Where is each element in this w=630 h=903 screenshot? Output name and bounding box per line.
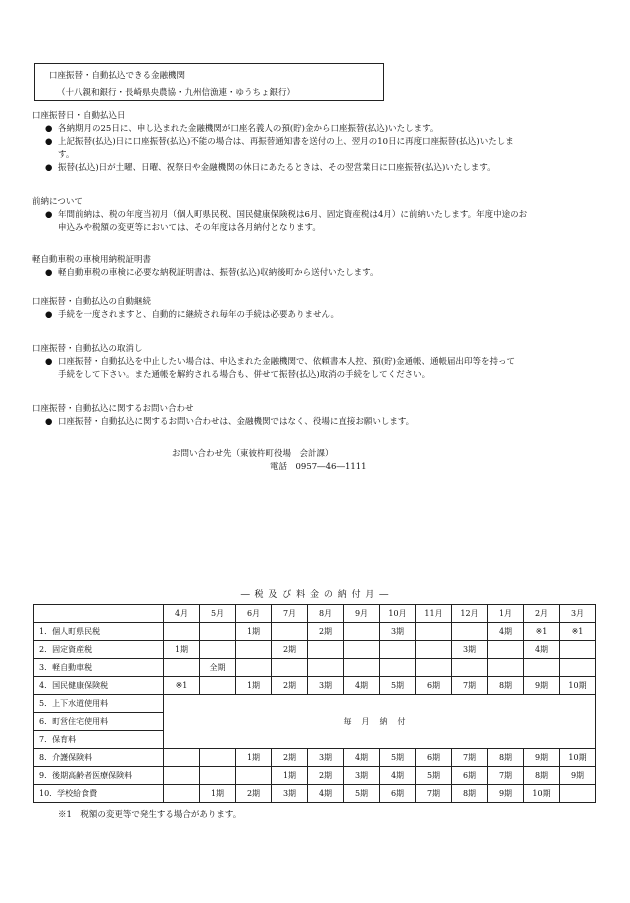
- period-cell: 5期: [380, 677, 416, 695]
- period-cell: 3期: [308, 677, 344, 695]
- period-cell: [236, 641, 272, 659]
- section-bullet: [32, 356, 612, 382]
- period-cell: [344, 641, 380, 659]
- period-cell: 4期: [488, 623, 524, 641]
- section-2: [32, 196, 612, 235]
- period-cell: [272, 623, 308, 641]
- period-cell: 9期: [488, 785, 524, 803]
- period-cell: ※1: [164, 677, 200, 695]
- row-label: 3．軽自動車税: [34, 659, 164, 677]
- bullet-line: 口座振替・自動払込に関するお問い合わせは、金融機関ではなく、役場に直接お願いします。: [58, 417, 415, 427]
- period-cell: [164, 785, 200, 803]
- section-bullet: [32, 416, 612, 429]
- table-header-row: [34, 605, 596, 623]
- table-row: [34, 785, 596, 803]
- table-row: [34, 749, 596, 767]
- row-label: 8．介護保険料: [34, 749, 164, 767]
- month-header: 5月: [200, 605, 236, 623]
- section-heading: 軽自動車税の車検用納税証明書: [32, 255, 152, 265]
- month-header: 11月: [416, 605, 452, 623]
- bullet-line: 振替(払込)日が土曜、日曜、祝祭日や金融機関の休日にあたるときは、その翌営業日に口座振替(払込)いたします。: [58, 163, 496, 173]
- section-5: [32, 343, 612, 382]
- period-cell: 4期: [344, 677, 380, 695]
- box-institutions: （十八親和銀行・長崎県央農協・九州信漁連・ゆうちょ銀行）: [57, 88, 296, 98]
- period-cell: 8期: [488, 749, 524, 767]
- period-cell: 1期: [236, 677, 272, 695]
- period-cell: 2期: [308, 767, 344, 785]
- bullet-line: す。: [58, 150, 75, 160]
- bullet-line: 各納期月の25日に、申し込まれた金融機関が口座名義人の預(貯)金から口座振替(払込)いたします。: [58, 124, 439, 134]
- period-cell: [236, 659, 272, 677]
- period-cell: 10期: [560, 749, 596, 767]
- section-bullet: [32, 162, 612, 175]
- section-bullet: [32, 267, 612, 280]
- period-cell: 3期: [272, 785, 308, 803]
- period-cell: 9期: [560, 767, 596, 785]
- period-cell: [416, 623, 452, 641]
- bullet-icon: ●: [45, 163, 53, 173]
- table-row: [34, 623, 596, 641]
- period-cell: [200, 623, 236, 641]
- section-heading: 口座振替・自動払込の自動継続: [32, 297, 152, 307]
- bullet-line: 口座振替・自動払込を中止したい場合は、申込まれた金融機関で、依頼書本人控、預(貯)金通帳、通帳届出印等を持って: [58, 357, 515, 367]
- bullet-icon: ●: [45, 124, 53, 134]
- period-cell: 7期: [416, 785, 452, 803]
- bullet-icon: ●: [45, 268, 53, 278]
- period-cell: [200, 677, 236, 695]
- table-row: [34, 695, 596, 713]
- period-cell: 7期: [452, 677, 488, 695]
- period-cell: 3期: [344, 767, 380, 785]
- period-cell: 4期: [524, 641, 560, 659]
- period-cell: 3期: [380, 623, 416, 641]
- period-cell: [560, 785, 596, 803]
- period-cell: [488, 659, 524, 677]
- payment-month-table: [33, 604, 596, 803]
- row-label: 2．固定資産税: [34, 641, 164, 659]
- period-cell: [380, 641, 416, 659]
- period-cell: 9期: [524, 749, 560, 767]
- period-cell: 6期: [416, 677, 452, 695]
- period-cell: [164, 659, 200, 677]
- period-cell: [272, 659, 308, 677]
- period-cell: 全期: [200, 659, 236, 677]
- month-header: 1月: [488, 605, 524, 623]
- period-cell: 7期: [452, 749, 488, 767]
- period-cell: 1期: [200, 785, 236, 803]
- period-cell: ※1: [524, 623, 560, 641]
- table-corner: [34, 605, 164, 623]
- month-header: 8月: [308, 605, 344, 623]
- period-cell: 3期: [452, 641, 488, 659]
- month-header: 12月: [452, 605, 488, 623]
- period-cell: 5期: [380, 749, 416, 767]
- period-cell: 2期: [272, 677, 308, 695]
- period-cell: 8期: [488, 677, 524, 695]
- period-cell: [164, 749, 200, 767]
- section-bullet: [32, 136, 612, 162]
- period-cell: 4期: [308, 785, 344, 803]
- period-cell: [488, 641, 524, 659]
- period-cell: [308, 641, 344, 659]
- period-cell: [560, 641, 596, 659]
- section-heading: 口座振替日・自動払込日: [32, 111, 126, 121]
- row-label: 9．後期高齢者医療保険料: [34, 767, 164, 785]
- month-header: 7月: [272, 605, 308, 623]
- bullet-line: 軽自動車税の車検に必要な納税証明書は、振替(払込)収納後町から送付いたします。: [58, 268, 379, 278]
- bullet-line: 上記振替(払込)日に口座振替(払込)不能の場合は、再振替通知書を送付の上、翌月の10日に再度口座振替(払込)いたしま: [58, 137, 514, 147]
- table-row: [34, 641, 596, 659]
- period-cell: 2期: [236, 785, 272, 803]
- table-title: ― 税 及 び 料 金 の 納 付 月 ―: [240, 590, 390, 600]
- period-cell: [416, 659, 452, 677]
- table-row: [34, 767, 596, 785]
- bullet-line: 年間前納は、税の年度当初月（個人町県民税、国民健康保険税は6月、固定資産税は4月）に前納いたします。年度中途のお: [58, 210, 528, 220]
- bullet-icon: ●: [45, 417, 53, 427]
- period-cell: [344, 623, 380, 641]
- monthly-payment-cell: 毎月納付: [164, 695, 596, 749]
- period-cell: 4期: [380, 767, 416, 785]
- period-cell: [164, 767, 200, 785]
- period-cell: [452, 623, 488, 641]
- period-cell: 5期: [416, 767, 452, 785]
- period-cell: 1期: [272, 767, 308, 785]
- period-cell: 2期: [272, 641, 308, 659]
- table-footnote: ※1 税額の変更等で発生する場合があります。: [58, 810, 242, 820]
- month-header: 3月: [560, 605, 596, 623]
- period-cell: [524, 659, 560, 677]
- bullet-icon: ●: [45, 210, 53, 220]
- period-cell: 9期: [524, 677, 560, 695]
- section-1: [32, 110, 612, 175]
- row-label: 5．上下水道使用料: [34, 695, 164, 713]
- month-header: 9月: [344, 605, 380, 623]
- bullet-icon: ●: [45, 310, 53, 320]
- table-row: [34, 677, 596, 695]
- section-bullet: [32, 123, 612, 136]
- contact-phone: 電話 0957―46―1111: [270, 462, 367, 472]
- bullet-line: 手続を一度されますと、自動的に継続され毎年の手続は必要ありません。: [58, 310, 340, 320]
- section-heading: 口座振替・自動払込の取消し: [32, 344, 143, 354]
- section-4: [32, 296, 612, 322]
- row-label: 4．国民健康保険税: [34, 677, 164, 695]
- month-header: 6月: [236, 605, 272, 623]
- period-cell: 10期: [560, 677, 596, 695]
- period-cell: 2期: [308, 623, 344, 641]
- bullet-icon: ●: [45, 357, 53, 367]
- bullet-line: 手続をして下さい。また通帳を解約される場合も、併せて振替(払込)取消の手続をしてください。: [58, 370, 431, 380]
- period-cell: ※1: [560, 623, 596, 641]
- period-cell: 4期: [344, 749, 380, 767]
- month-header: 10月: [380, 605, 416, 623]
- month-header: 4月: [164, 605, 200, 623]
- period-cell: 10期: [524, 785, 560, 803]
- period-cell: [236, 767, 272, 785]
- period-cell: [560, 659, 596, 677]
- period-cell: 1期: [164, 641, 200, 659]
- row-label: 1．個人町県民税: [34, 623, 164, 641]
- bullet-line: 申込みや税額の変更等においては、その年度は各月納付となります。: [58, 223, 321, 233]
- contact-office: お問い合わせ先（東彼杵町役場 会計課）: [172, 449, 334, 459]
- section-3: [32, 254, 612, 280]
- period-cell: 8期: [524, 767, 560, 785]
- period-cell: [452, 659, 488, 677]
- section-bullet: [32, 209, 612, 235]
- period-cell: 6期: [452, 767, 488, 785]
- row-label: 6．町営住宅使用料: [34, 713, 164, 731]
- period-cell: [308, 659, 344, 677]
- financial-institutions-box: [34, 63, 384, 101]
- row-label: 7．保育料: [34, 731, 164, 749]
- period-cell: 1期: [236, 749, 272, 767]
- section-heading: 口座振替・自動払込に関するお問い合わせ: [32, 404, 194, 414]
- box-title: 口座振替・自動払込できる金融機関: [49, 71, 186, 81]
- month-header: 2月: [524, 605, 560, 623]
- period-cell: 5期: [344, 785, 380, 803]
- period-cell: 3期: [308, 749, 344, 767]
- period-cell: [164, 623, 200, 641]
- period-cell: 2期: [272, 749, 308, 767]
- period-cell: 6期: [416, 749, 452, 767]
- period-cell: [380, 659, 416, 677]
- table-row: [34, 659, 596, 677]
- period-cell: [200, 641, 236, 659]
- period-cell: [416, 641, 452, 659]
- bullet-icon: ●: [45, 137, 53, 147]
- period-cell: 1期: [236, 623, 272, 641]
- period-cell: [200, 767, 236, 785]
- section-heading: 前納について: [32, 197, 83, 207]
- period-cell: 6期: [380, 785, 416, 803]
- period-cell: [200, 749, 236, 767]
- period-cell: [344, 659, 380, 677]
- contact-block: [172, 448, 367, 474]
- period-cell: 7期: [488, 767, 524, 785]
- row-label: 10．学校給食費: [34, 785, 164, 803]
- period-cell: 8期: [452, 785, 488, 803]
- section-bullet: [32, 309, 612, 322]
- section-6: [32, 403, 612, 429]
